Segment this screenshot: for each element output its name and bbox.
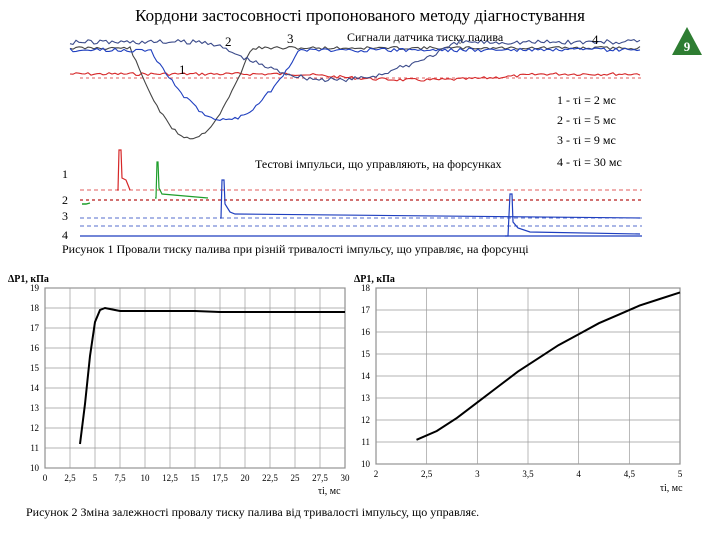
y-tick-label: 11 bbox=[361, 437, 370, 447]
pulse-row-label-4: 4 bbox=[62, 228, 68, 242]
x-tick-label: 4 bbox=[576, 469, 581, 479]
pressure-trace-4 bbox=[70, 40, 640, 82]
x-tick-label: 17,5 bbox=[212, 473, 228, 483]
y-tick-label: 16 bbox=[30, 343, 39, 353]
curve-label-3: 3 bbox=[287, 31, 294, 46]
figure-1-caption: Рисунок 1 Провали тиску палива при різній тривалості імпульсу, що управляє, на форсунці bbox=[62, 242, 529, 256]
x-tick-label: 3 bbox=[475, 469, 480, 479]
x-tick-label: 2,5 bbox=[421, 469, 433, 479]
legend-item-1: 1 - τі = 2 мс bbox=[557, 93, 616, 107]
chart-a-y-label: ΔP1, кПа bbox=[8, 274, 49, 285]
pressure-signal-traces bbox=[70, 40, 640, 139]
pressure-trace-2 bbox=[70, 47, 640, 139]
y-tick-label: 19 bbox=[30, 283, 39, 293]
legend-item-2: 2 - τі = 5 мс bbox=[557, 113, 616, 127]
chart-a-x-label: τі, мс bbox=[318, 486, 341, 497]
y-tick-label: 14 bbox=[30, 383, 39, 393]
y-tick-label: 18 bbox=[30, 303, 39, 313]
y-tick-label: 11 bbox=[30, 443, 39, 453]
x-tick-label: 22,5 bbox=[262, 473, 278, 483]
pulse-row-2-marker bbox=[82, 203, 90, 204]
chart-a bbox=[0, 268, 350, 498]
x-tick-label: 27,5 bbox=[312, 473, 328, 483]
curve-label-4: 4 bbox=[592, 32, 599, 47]
y-tick-label: 10 bbox=[361, 459, 370, 469]
legend-item-3: 3 - τі = 9 мс bbox=[557, 133, 616, 147]
pulse-row-label-1: 1 bbox=[62, 167, 68, 181]
x-tick-label: 4,5 bbox=[623, 469, 635, 479]
x-tick-label: 7,5 bbox=[114, 473, 126, 483]
chart-b-y-label: ΔP1, кПа bbox=[354, 274, 395, 285]
legend-item-4: 4 - τі = 30 мс bbox=[557, 155, 622, 169]
slide-title: Кордони застосовності пропонованого методу діагностування bbox=[135, 6, 585, 25]
y-tick-label: 13 bbox=[30, 403, 39, 413]
pressure-trace-3 bbox=[70, 48, 640, 120]
x-tick-label: 30 bbox=[340, 473, 350, 483]
y-tick-label: 18 bbox=[361, 283, 370, 293]
page-number: 9 bbox=[683, 39, 691, 54]
x-tick-label: 15 bbox=[190, 473, 200, 483]
pulse-row-label-2: 2 bbox=[62, 193, 68, 207]
y-tick-label: 15 bbox=[361, 349, 370, 359]
figure-1-legend bbox=[557, 93, 622, 169]
test-pulse-3 bbox=[220, 180, 640, 218]
curve-label-2: 2 bbox=[225, 34, 232, 49]
chart-b-x-label: τі, мс bbox=[660, 483, 683, 494]
x-tick-label: 10 bbox=[140, 473, 150, 483]
x-tick-label: 20 bbox=[240, 473, 250, 483]
x-tick-label: 5 bbox=[677, 469, 683, 479]
pulse-row-labels bbox=[62, 167, 68, 242]
test-pulse-2 bbox=[155, 162, 208, 198]
chart-b bbox=[350, 268, 720, 498]
x-tick-label: 3,5 bbox=[522, 469, 534, 479]
x-tick-label: 5 bbox=[92, 473, 98, 483]
y-tick-label: 13 bbox=[361, 393, 370, 403]
sensor-signal-label: Сигнали датчика тиску палива bbox=[347, 30, 504, 44]
y-tick-label: 16 bbox=[361, 327, 370, 337]
x-tick-label: 0 bbox=[42, 473, 48, 483]
x-tick-label: 25 bbox=[290, 473, 300, 483]
y-tick-label: 12 bbox=[361, 415, 370, 425]
y-tick-label: 15 bbox=[30, 363, 39, 373]
figure-2-caption: Рисунок 2 Зміна залежності провалу тиску палива від тривалості імпульсу, що управляє. bbox=[26, 505, 480, 519]
curve-label-1: 1 bbox=[179, 62, 186, 77]
x-tick-label: 12,5 bbox=[162, 473, 178, 483]
y-tick-label: 17 bbox=[361, 305, 370, 315]
x-tick-label: 2,5 bbox=[64, 473, 76, 483]
pulse-row-label-3: 3 bbox=[62, 209, 68, 223]
x-tick-label: 2 bbox=[373, 469, 379, 479]
figure-1-oscillogram bbox=[0, 28, 720, 260]
y-tick-label: 12 bbox=[30, 423, 39, 433]
y-tick-label: 17 bbox=[30, 323, 39, 333]
y-tick-label: 10 bbox=[30, 463, 39, 473]
test-pulse-1 bbox=[117, 150, 130, 190]
test-pulses-label: Тестові імпульси, що управляють, на форсунках bbox=[255, 157, 502, 171]
y-tick-label: 14 bbox=[361, 371, 370, 381]
